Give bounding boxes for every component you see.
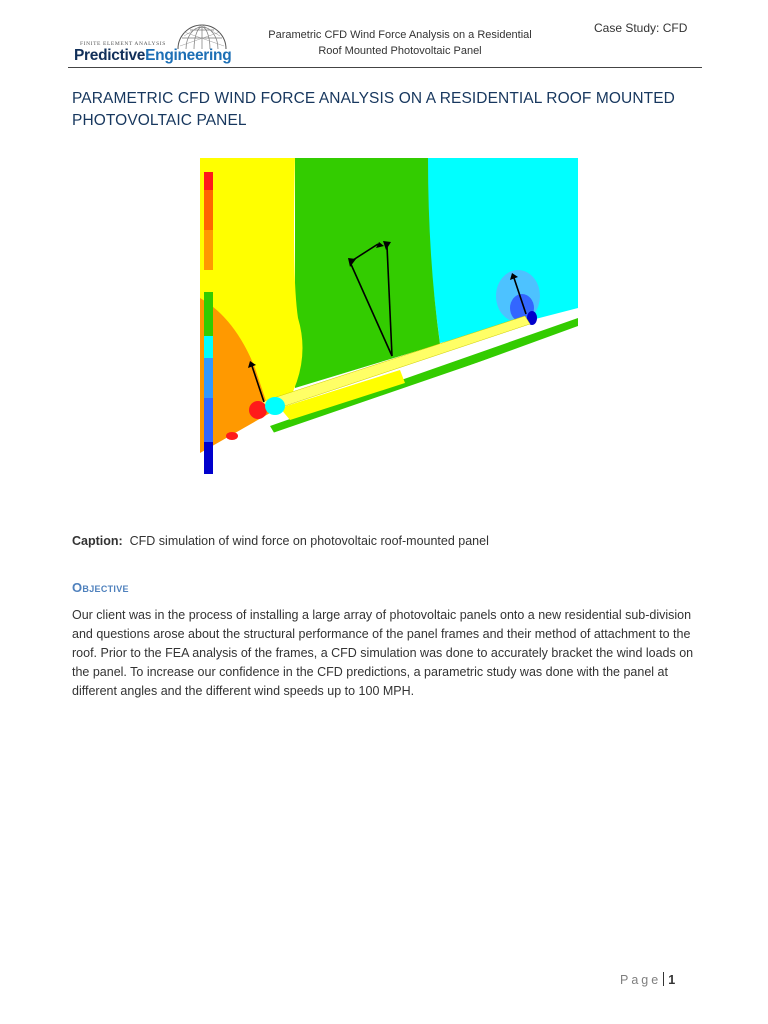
logo-tagline: FINITE ELEMENT ANALYSIS: [80, 41, 166, 47]
page-footer: [620, 972, 675, 987]
logo-name-part2: Engineering: [145, 47, 232, 64]
page-number: 1: [668, 973, 676, 987]
section-heading-objective: Objective: [72, 580, 129, 595]
logo-wordmark: [74, 47, 231, 65]
header-title-line1: Parametric CFD Wind Force Analysis on a Residential: [268, 29, 532, 41]
caption-text: CFD simulation of wind force on photovoltaic roof-mounted panel: [129, 534, 489, 548]
caption-label: Caption:: [72, 534, 123, 548]
header-divider: [68, 67, 702, 68]
logo-name-part1: Predictive: [74, 47, 146, 64]
objective-paragraph: Our client was in the process of installing a large array of photovoltaic panels onto a new residential sub-division and questions arose about the structural performance of the panel frames and their method of attachment to the roof. Prior to the FEA analysis of the frames, a CFD simulation was done to accurately bracket the wind loads on the panel. To increase our confidence in the CFD predictions, a parametric study was done with the panel at different angles and the different wind speeds up to 100 MPH.: [72, 608, 694, 698]
footer-separator: [663, 972, 664, 986]
page-label: Page: [620, 973, 662, 987]
company-logo: [74, 22, 244, 66]
header-document-title: [250, 27, 550, 59]
header-title-line2: Roof Mounted Photovoltaic Panel: [318, 45, 482, 57]
figure-caption: [72, 534, 489, 548]
cfd-simulation-figure: [200, 158, 578, 476]
cfd-contour-image: [200, 158, 578, 476]
header-case-study: Case Study: CFD: [594, 21, 688, 35]
geodesic-globe-icon: [176, 22, 228, 50]
page-title: PARAMETRIC CFD WIND FORCE ANALYSIS ON A RESIDENTIAL ROOF MOUNTED PHOTOVOLTAIC PANEL: [72, 90, 675, 129]
